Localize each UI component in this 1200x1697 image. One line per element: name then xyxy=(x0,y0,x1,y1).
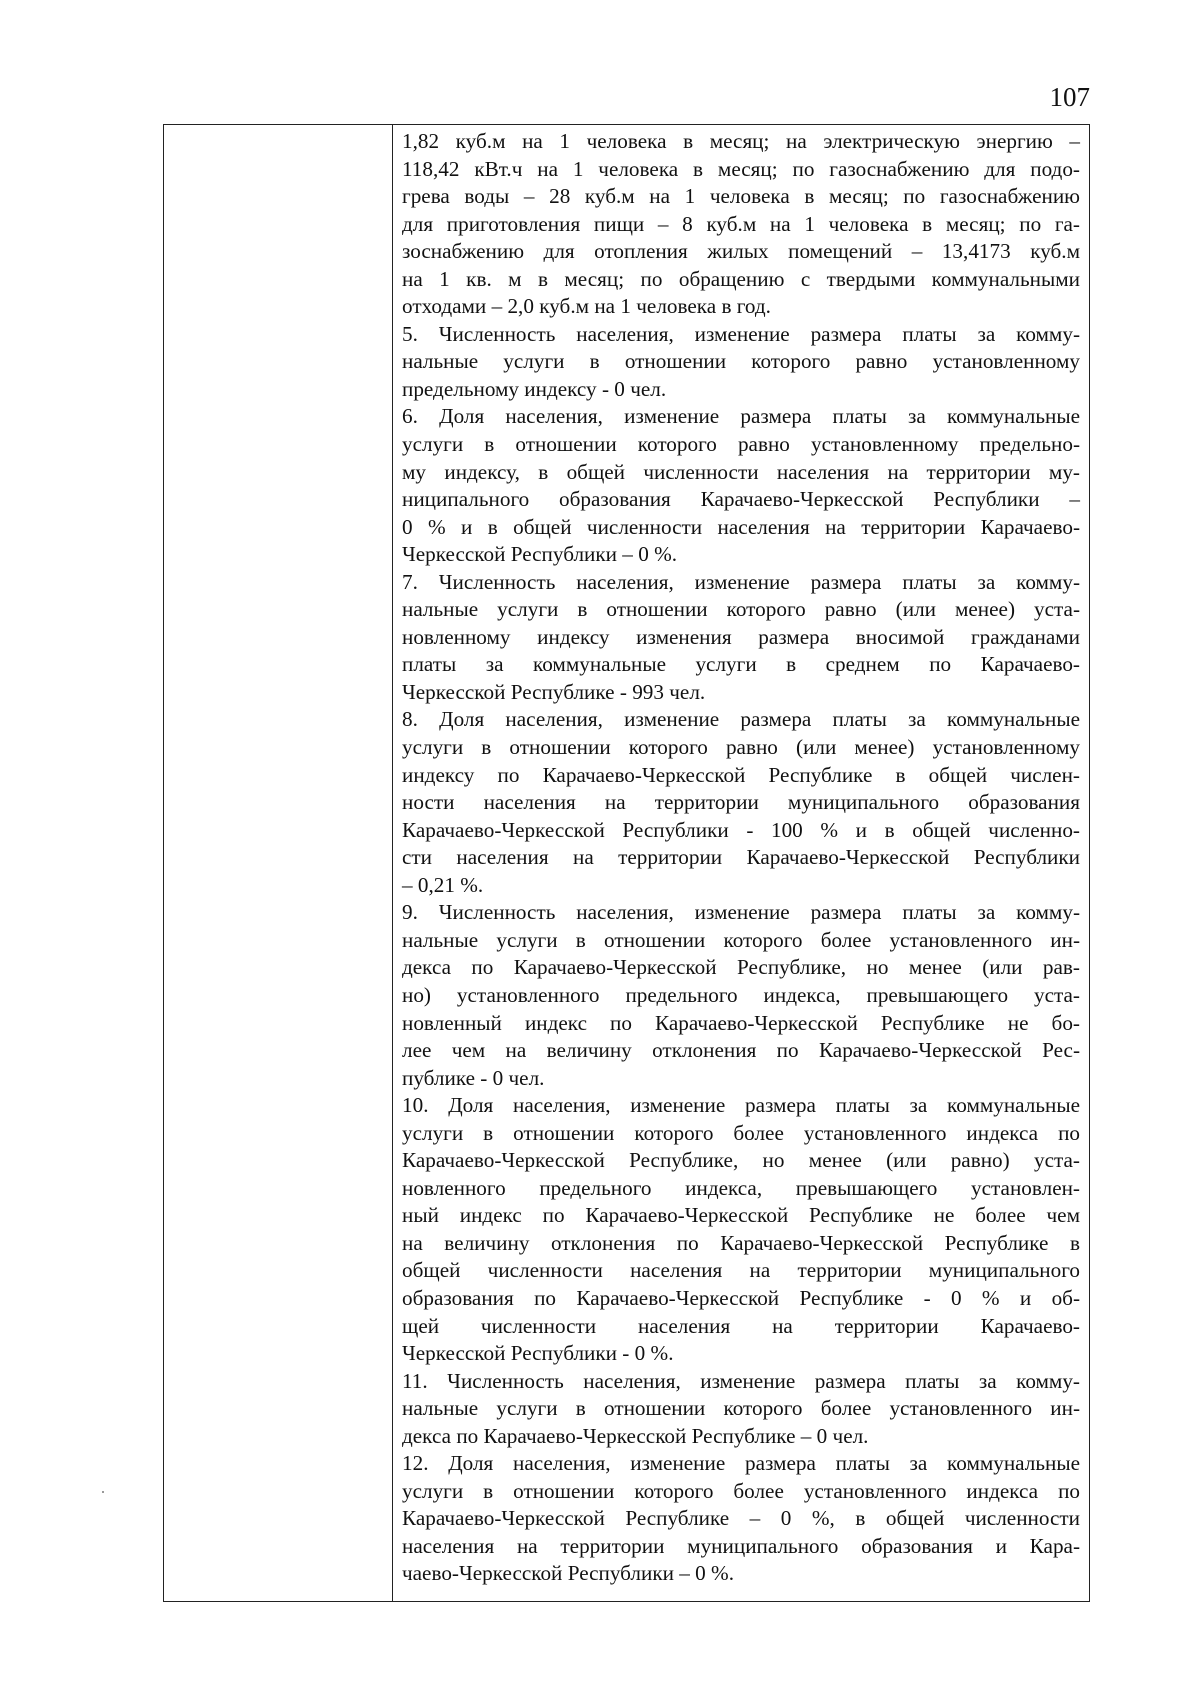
paragraph-line: индексу по Карачаево-Черкесской Республике в общей числен- xyxy=(402,762,1080,787)
paragraph-line: 5. Численность населения, изменение размера платы за комму- xyxy=(402,321,1080,346)
table-paragraph xyxy=(402,1092,1080,1367)
paragraph-line: услуги в отношении которого более установленного индекса по xyxy=(402,1120,1080,1145)
table-left-column xyxy=(164,125,393,1601)
paragraph-line: Карачаево-Черкесской Республике – 0 %, в общей численности xyxy=(402,1506,1080,1531)
paragraph-line: новленному индексу изменения размера вносимой гражданами xyxy=(402,624,1080,649)
paragraph-line: нальные услуги в отношении которого более установленного ин- xyxy=(402,927,1080,952)
paragraph-line: 11. Численность населения, изменение размера платы за комму- xyxy=(402,1368,1080,1393)
paragraph-line: чаево-Черкесской Республики – 0 %. xyxy=(402,1561,735,1586)
paragraph-line: услуги в отношении которого равно установленному предельно- xyxy=(402,432,1080,457)
paragraph-line: декса по Карачаево-Черкесской Республике, но менее (или рав- xyxy=(402,955,1080,980)
table-paragraph xyxy=(402,128,1080,321)
paragraph-line: услуги в отношении которого равно (или менее) установленному xyxy=(402,735,1080,760)
paragraph-line: Черкесской Республики – 0 %. xyxy=(402,542,678,567)
paragraph-line: нальные услуги в отношении которого равно установленному xyxy=(402,349,1080,374)
paragraph-line: на 1 кв. м в месяц; по обращению с твердыми коммунальными xyxy=(402,266,1080,291)
paragraph-line: 8. Доля населения, изменение размера платы за коммунальные xyxy=(402,707,1080,732)
paragraph-line: услуги в отношении которого более установленного индекса по xyxy=(402,1478,1080,1503)
table-paragraph xyxy=(402,403,1080,568)
table-paragraph xyxy=(402,321,1080,404)
scan-artifact-dot xyxy=(102,1491,104,1493)
paragraph-line: Карачаево-Черкесской Республики - 100 % и в общей численно- xyxy=(402,817,1080,842)
table-paragraph xyxy=(402,1450,1080,1588)
paragraph-line: новленного предельного индекса, превышающего установлен- xyxy=(402,1175,1080,1200)
paragraph-line: грева воды – 28 куб.м на 1 человека в месяц; по газоснабжению xyxy=(402,184,1080,209)
paragraph-line: Черкесской Республике - 993 чел. xyxy=(402,679,706,704)
paragraph-line: му индексу, в общей численности населения на территории му- xyxy=(402,459,1080,484)
paragraph-line: предельному индексу - 0 чел. xyxy=(402,376,667,401)
paragraph-line: сти населения на территории Карачаево-Черкесской Республики xyxy=(402,845,1080,870)
table-right-column xyxy=(393,125,1089,1601)
paragraph-line: 10. Доля населения, изменение размера платы за коммунальные xyxy=(402,1093,1080,1118)
table-paragraph xyxy=(402,569,1080,707)
paragraph-line: нальные услуги в отношении которого более установленного ин- xyxy=(402,1396,1080,1421)
paragraph-line: 0 % и в общей численности населения на территории Карачаево- xyxy=(402,514,1080,539)
paragraph-line: для приготовления пищи – 8 куб.м на 1 человека в месяц; по га- xyxy=(402,211,1080,236)
paragraph-line: 118,42 кВт.ч на 1 человека в месяц; по газоснабжению для подо- xyxy=(402,156,1080,181)
page-number: 107 xyxy=(1049,82,1090,112)
paragraph-line: ности населения на территории муниципального образования xyxy=(402,790,1080,815)
paragraph-line: щей численности населения на территории Карачаево- xyxy=(402,1313,1080,1338)
paragraph-line: Черкесской Республики - 0 %. xyxy=(402,1341,674,1366)
paragraph-line: платы за коммунальные услуги в среднем по Карачаево- xyxy=(402,652,1080,677)
paragraph-line: лее чем на величину отклонения по Карачаево-Черкесской Рес- xyxy=(402,1038,1080,1063)
document-table xyxy=(163,124,1090,1602)
table-paragraph xyxy=(402,899,1080,1092)
paragraph-line: населения на территории муниципального образования и Кара- xyxy=(402,1533,1080,1558)
paragraph-line: нальные услуги в отношении которого равно (или менее) уста- xyxy=(402,597,1080,622)
paragraph-line: 7. Численность населения, изменение размера платы за комму- xyxy=(402,569,1080,594)
paragraph-line: 6. Доля населения, изменение размера платы за коммунальные xyxy=(402,404,1080,429)
paragraph-line: отходами – 2,0 куб.м на 1 человека в год. xyxy=(402,294,771,319)
paragraph-line: ный индекс по Карачаево-Черкесской Республике не более чем xyxy=(402,1203,1080,1228)
paragraph-line: публике - 0 чел. xyxy=(402,1065,545,1090)
paragraph-line: зоснабжению для отопления жилых помещений – 13,4173 куб.м xyxy=(402,239,1080,264)
paragraph-line: общей численности населения на территории муниципального xyxy=(402,1258,1080,1283)
paragraph-line: 1,82 куб.м на 1 человека в месяц; на электрическую энергию – xyxy=(402,129,1080,153)
paragraph-line: ниципального образования Карачаево-Черкесской Республики – xyxy=(402,487,1080,512)
table-paragraph xyxy=(402,706,1080,899)
table-paragraph xyxy=(402,1368,1080,1451)
paragraph-line: – 0,21 %. xyxy=(402,872,484,897)
paragraph-line: на величину отклонения по Карачаево-Черкесской Республике в xyxy=(402,1230,1080,1255)
paragraph-line: 12. Доля населения, изменение размера платы за коммунальные xyxy=(402,1451,1080,1476)
paragraph-line: новленный индекс по Карачаево-Черкесской Республике не бо- xyxy=(402,1010,1080,1035)
paragraph-line: образования по Карачаево-Черкесской Республике - 0 % и об- xyxy=(402,1285,1080,1310)
paragraph-line: но) установленного предельного индекса, превышающего уста- xyxy=(402,982,1080,1007)
paragraph-line: Карачаево-Черкесской Республике, но менее (или равно) уста- xyxy=(402,1148,1080,1173)
paragraph-line: 9. Численность населения, изменение размера платы за комму- xyxy=(402,900,1080,925)
paragraph-line: декса по Карачаево-Черкесской Республике – 0 чел. xyxy=(402,1423,869,1448)
